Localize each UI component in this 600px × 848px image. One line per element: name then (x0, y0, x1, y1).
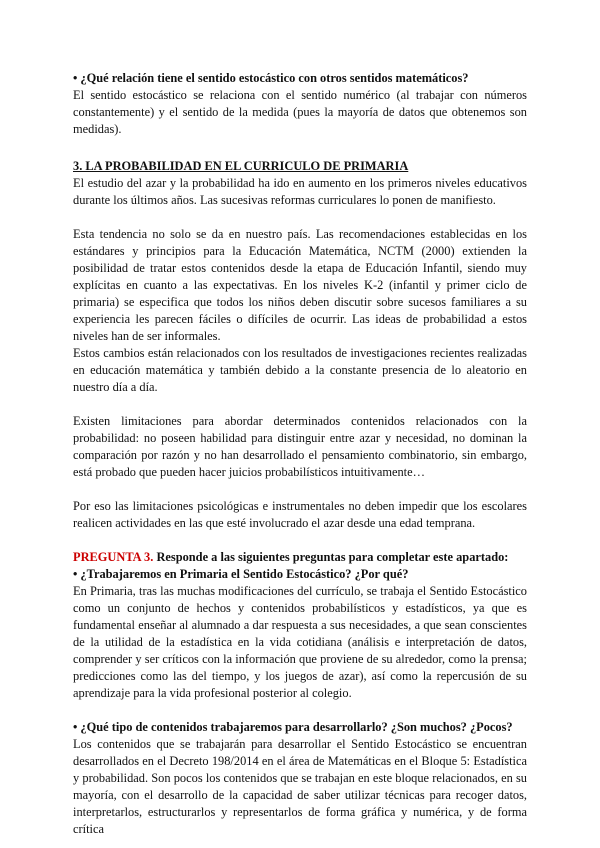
paragraph-4: Existen limitaciones para abordar determinados contenidos relacionados con la probabilidad: no poseen habilidad para distinguir entre azar y necesidad, no dominan la comparación por razón y no han desarrollado el pensamiento combinatorio, sin embargo, está probado que pueden hacer juicios probabilísticos intuitivamente… (73, 414, 527, 479)
question-relation-senses: • ¿Qué relación tiene el sentido estocástico con otros sentidos matemáticos? (73, 71, 469, 85)
paragraph-1: El estudio del azar y la probabilidad ha ido en aumento en los primeros niveles educativos durante los últimos años. Las sucesivas reformas curriculares lo ponen de manifiesto. (73, 176, 527, 207)
pregunta-3-label: PREGUNTA 3. (73, 550, 154, 564)
answer-primaria: En Primaria, tras las muchas modificaciones del currículo, se trabaja el Sentido Estocástico como un conjunto de hechos y contenidos probabilísticos y estadísticos, ya que es fundamental enseñar al alumnado a dar respuesta a sus necesidades, a que sean conscientes de la utilidad de la estadística en la vida cotidiana (análisis e interpretación de datos, comprender y ser críticos con la información que proviene de su alrededor, como la prensa; predicciones como las del tiempo, y los juegos de azar), así como la repercusión de su aprendizaje para la vida profesional posterior al colegio. (73, 584, 527, 700)
answer-contenidos: Los contenidos que se trabajarán para desarrollar el Sentido Estocástico se encuentran desarrollados en el Decreto 198/2014 en el área de Matemáticas en el Bloque 5: Estadística y probabilidad. Son pocos los contenidos que se trabajan en este bloque relacionados, en su mayoría, con el desarrollo de la capacidad de saber utilizar técnicas para recoger datos, interpretarlos, estructurarlos y representarlos de forma gráfica y numérica, y de forma crítica (73, 737, 527, 836)
answer-relation-senses: El sentido estocástico se relaciona con el sentido numérico (al trabajar con números constantemente) y el sentido de la medida (pues la mayoría de datos que obtenemos son medidas). (73, 88, 527, 136)
paragraph-2: Esta tendencia no solo se da en nuestro país. Las recomendaciones establecidas en los estándares y principios para la Educación Matemática, NCTM (2000) extienden la posibilidad de tratar estos contenidos desde la etapa de Educación Infantil, siendo muy explícitas en cuanto a las expectativas. En los niveles K-2 (infantil y primer ciclo de primaria) se especifica que todos los niños deben discutir sobre sucesos familiares a su experiencia les parecen fáciles o difíciles de ocurrir. Las ideas de probabilidad a estos niveles han de ser informales. (73, 227, 527, 343)
pregunta-3-instruction: Responde a las siguientes preguntas para completar este apartado: (156, 550, 509, 564)
paragraph-5: Por eso las limitaciones psicológicas e instrumentales no deben impedir que los escolares realicen actividades en las que esté involucrado el azar desde una edad temprana. (73, 499, 527, 530)
paragraph-3: Estos cambios están relacionados con los resultados de investigaciones recientes realizadas en educación matemática y también debido a la constante presencia de lo aleatorio en nuestro día a día. (73, 346, 527, 394)
question-contenidos: • ¿Qué tipo de contenidos trabajaremos para desarrollarlo? ¿Son muchos? ¿Pocos? (73, 720, 513, 734)
question-primaria: • ¿Trabajaremos en Primaria el Sentido Estocástico? ¿Por qué? (73, 567, 409, 581)
pregunta-3-line (73, 549, 527, 566)
section-heading: 3. LA PROBABILIDAD EN EL CURRICULO DE PRIMARIA (73, 159, 409, 173)
